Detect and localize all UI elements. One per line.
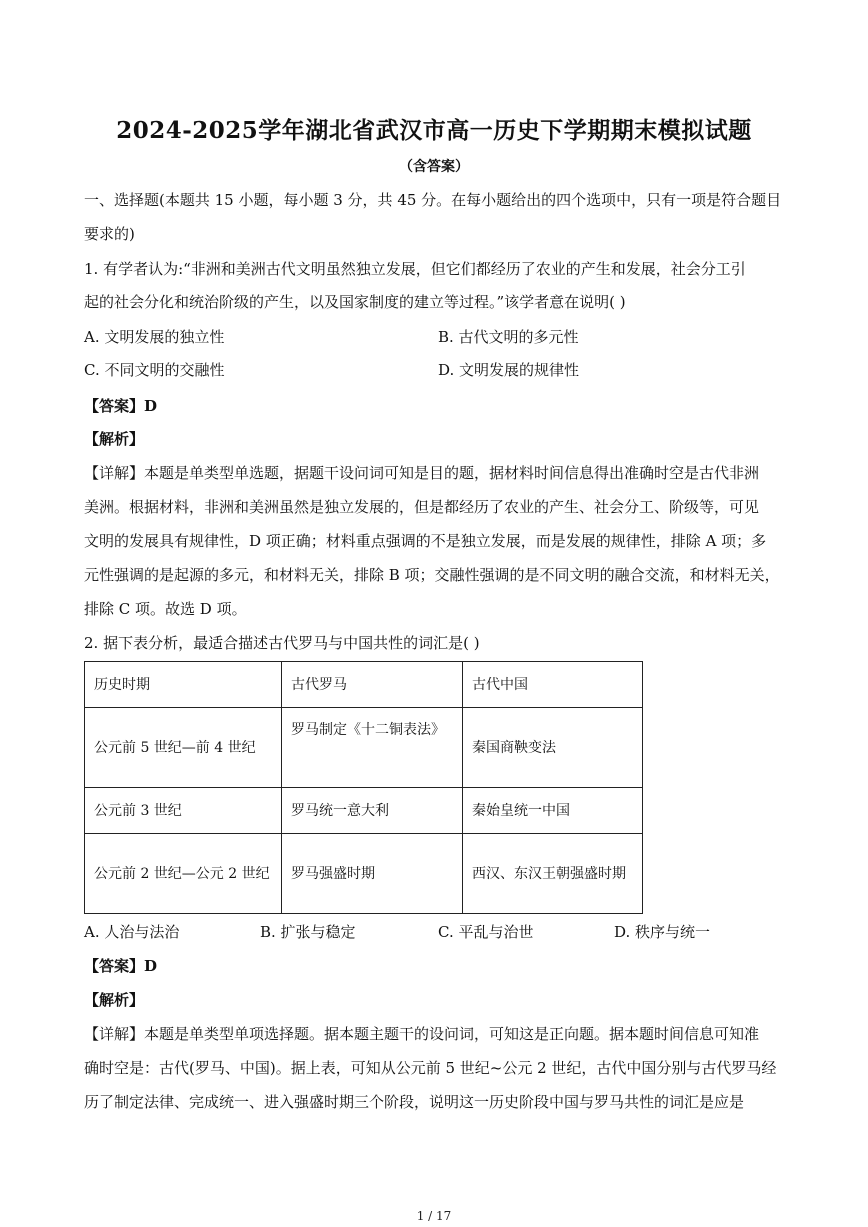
q2-stem: 2. 据下表分析，最适合描述古代罗马与中国共性的词汇是( ) [84, 634, 480, 652]
table-header-row [85, 662, 643, 708]
table-header-cell: 古代中国 [463, 662, 643, 708]
q1-option-a: A. 文明发展的独立性 [84, 328, 225, 346]
q1-stem-line1: 1. 有学者认为:“非洲和美洲古代文明虽然独立发展，但它们都经历了农业的产生和发展，社会分工引 [84, 260, 746, 278]
q1-option-c: C. 不同文明的交融性 [84, 361, 225, 379]
q2-option-a: A. 人治与法治 [84, 923, 180, 941]
q2-option-b: B. 扩张与稳定 [260, 923, 356, 941]
table-row [85, 708, 643, 788]
q2-option-d: D. 秩序与统一 [614, 923, 711, 941]
q2-option-c: C. 平乱与治世 [438, 923, 534, 941]
table-cell: 公元前 3 世纪 [85, 788, 282, 834]
q1-detail-line5: 排除 C 项。故选 D 项。 [84, 600, 247, 618]
section-instruction-line1: 一、选择题(本题共 15 小题，每小题 3 分，共 45 分。在每小题给出的四个选项中，只有一项是符合题目 [84, 191, 782, 209]
table-cell: 西汉、东汉王朝强盛时期 [463, 834, 643, 914]
q2-detail-line2: 确时空是：古代(罗马、中国)。据上表，可知从公元前 5 世纪~公元 2 世纪，古代中国分别与古代罗马经 [84, 1059, 777, 1077]
q2-answer: 【答案】D [84, 957, 158, 975]
document-title: 2024-2025学年湖北省武汉市高一历史下学期期末模拟试题 [116, 117, 752, 144]
document-subtitle: （含答案） [399, 159, 469, 175]
table-cell: 公元前 2 世纪—公元 2 世纪 [85, 834, 282, 914]
table-row [85, 834, 643, 914]
table-cell: 秦国商鞅变法 [463, 708, 643, 788]
table-row [85, 788, 643, 834]
q1-option-d: D. 文明发展的规律性 [438, 361, 580, 379]
q1-stem-line2: 起的社会分化和统治阶级的产生，以及国家制度的建立等过程。”该学者意在说明( ) [84, 293, 626, 311]
history-comparison-table [84, 661, 643, 914]
table-cell: 公元前 5 世纪—前 4 世纪 [85, 708, 282, 788]
q1-detail-line1: 【详解】本题是单类型单选题，据题干设问词可知是目的题，据材料时间信息得出准确时空是古代非洲 [84, 464, 760, 482]
table-cell: 罗马强盛时期 [282, 834, 463, 914]
q2-detail-line3: 历了制定法律、完成统一、进入强盛时期三个阶段，说明这一历史阶段中国与罗马共性的词汇是应是 [84, 1093, 745, 1111]
table-cell: 秦始皇统一中国 [463, 788, 643, 834]
q1-detail-line4: 元性强调的是起源的多元，和材料无关，排除 B 项；交融性强调的是不同文明的融合交流，和材料无关， [84, 566, 780, 584]
q1-option-b: B. 古代文明的多元性 [438, 328, 579, 346]
q1-detail-line3: 文明的发展具有规律性，D 项正确；材料重点强调的不是独立发展，而是发展的规律性，排除 A 项；多 [84, 532, 767, 550]
q2-analysis-label: 【解析】 [84, 991, 145, 1009]
table-cell: 罗马制定《十二铜表法》 [282, 708, 463, 788]
q1-analysis-label: 【解析】 [84, 430, 145, 448]
q2-detail-line1: 【详解】本题是单类型单项选择题。据本题主题干的设问词，可知这是正向题。据本题时间信息可知准 [84, 1025, 760, 1043]
q1-answer: 【答案】D [84, 397, 158, 415]
table-header-cell: 历史时期 [85, 662, 282, 708]
table-header-cell: 古代罗马 [282, 662, 463, 708]
q1-detail-line2: 美洲。根据材料，非洲和美洲虽然是独立发展的，但是都经历了农业的产生、社会分工、阶级等，可见 [84, 498, 760, 516]
table-cell: 罗马统一意大利 [282, 788, 463, 834]
section-instruction-line2: 要求的) [84, 225, 135, 243]
page-number: 1 / 17 [416, 1209, 452, 1223]
